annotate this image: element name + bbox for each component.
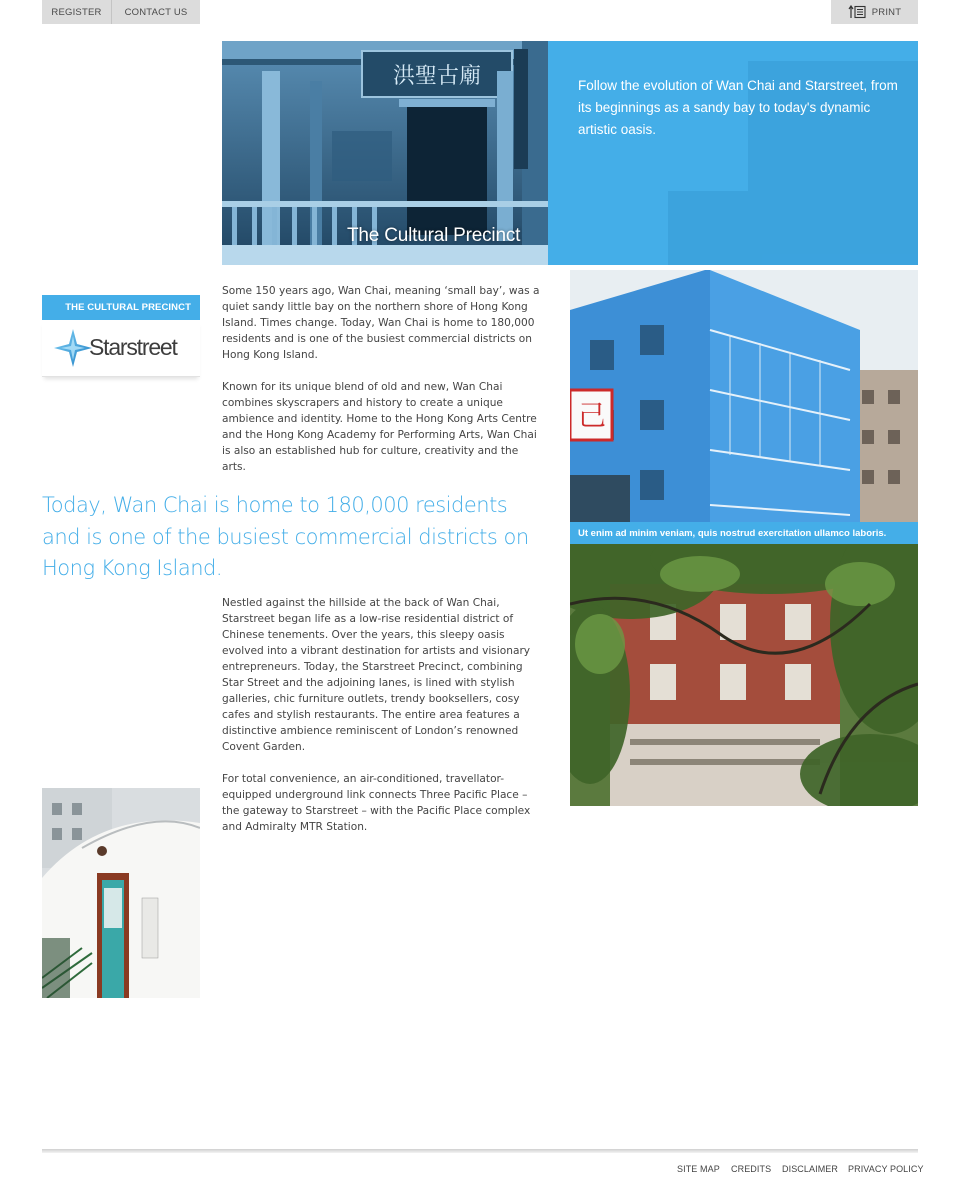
brick-building-photo <box>570 544 918 806</box>
hero-tagline: Follow the evolution of Wan Chai and Starstreet, from its beginnings as a sandy bay to today's dynamic artistic oasis. <box>578 78 898 137</box>
contact-us-label: CONTACT US <box>124 6 188 18</box>
hero-banner <box>222 41 918 265</box>
intro-paragraph: Some 150 years ago, Wan Chai, meaning ‘small bay’, was a quiet sandy little bay on the northern shore of Hong Kong Island. Times change. Today, Wan Chai is home to 180,000 residents and is one of the busiest commercial districts on Hong Kong Island. <box>222 285 540 361</box>
footer-link-disclaimer[interactable]: DISCLAIMER <box>782 1164 839 1174</box>
blue-building-photo <box>570 270 918 522</box>
register-button[interactable] <box>42 0 112 24</box>
footer-divider <box>42 1149 918 1153</box>
starstreet-paragraph: Nestled against the hillside at the back of Wan Chai, Starstreet began life as a low-rise residential district of Chinese tenements. Over the years, this sleepy oasis evolved into a vibrant destination for artists and visionary entrepreneurs. Today, the Starstreet Precinct, combining Star Street and the adjoining lanes, is lined with stylish galleries, chic furniture outlets, trendy booksellers, cosy cafes and stylish restaurants. The entire area features a distinctive ambience reminiscent of London’s renowned Covent Garden. <box>222 597 531 753</box>
hero-text-panel <box>548 41 918 265</box>
convenience-paragraph: For total convenience, an air-conditioned, travellator-equipped underground link connects Three Pacific Place – the gateway to Starstreet – with the Pacific Place complex and Admiralty MTR Station. <box>222 773 531 833</box>
photo-caption: Ut enim ad minim veniam, quis nostrud exercitation ullamco laboris. <box>570 522 918 544</box>
section-badge <box>42 295 200 381</box>
footer-link-privacy-policy[interactable]: PRIVACY POLICY <box>848 1164 924 1174</box>
svg-text:己: 己 <box>578 399 607 432</box>
heritage-paragraph: Known for its unique blend of old and new, Wan Chai combines skyscrapers and history to create a unique ambience and identity. Home to the Hong Kong Arts Centre and the Hong Kong Academy for Performing Arts, Wan Chai is also an established hub for culture, creativity and the arts. <box>222 381 537 473</box>
temple-photo <box>222 41 548 265</box>
print-icon <box>848 5 866 19</box>
badge-title: THE CULTURAL PRECINCT <box>42 295 200 320</box>
temple-sign: 洪聖古廟 <box>392 64 482 89</box>
register-label: REGISTER <box>51 6 102 18</box>
footer-link-site-map[interactable]: SITE MAP <box>677 1164 720 1174</box>
print-button[interactable] <box>831 0 918 24</box>
contact-us-button[interactable] <box>112 0 200 24</box>
white-building-photo <box>42 788 200 998</box>
star-logo-icon <box>53 328 93 368</box>
logo-text: Starstreet <box>89 334 177 360</box>
print-label: PRINT <box>871 6 902 18</box>
hero-title: The Cultural Precinct <box>347 225 521 246</box>
footer-link-credits[interactable]: CREDITS <box>731 1164 772 1174</box>
pull-quote: Today, Wan Chai is home to 180,000 residents and is one of the busiest commercial districts on Hong Kong Island. <box>42 493 529 580</box>
starstreet-logo <box>42 320 200 377</box>
